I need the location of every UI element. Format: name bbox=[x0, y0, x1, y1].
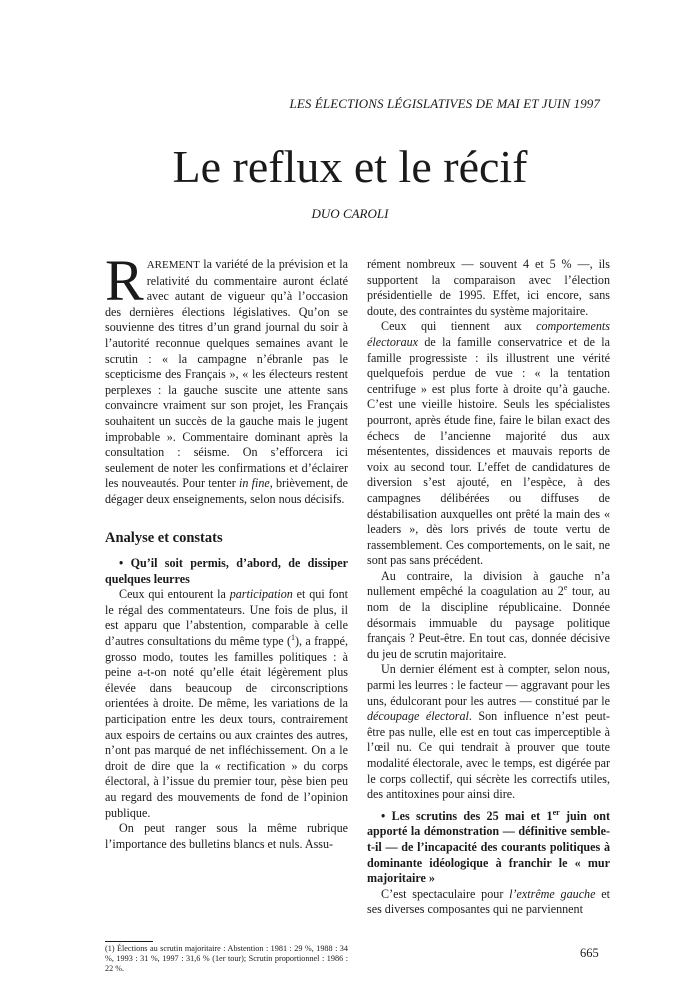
footnote: (1) Élections au scrutin majoritaire : Abstention : 1981 : 29 %, 1988 : 34 %, 1993 : 31 %, 1997 : 31,6 % (1er tour); Scrutin proportionnel : 1986 : 22 %. bbox=[105, 944, 348, 973]
text-span: Au contraire, la division à gauche n’a nullement empêché la coagulation au 2 bbox=[367, 568, 610, 599]
left-column bbox=[105, 248, 349, 852]
paragraph-division-gauche bbox=[367, 569, 610, 663]
superscript: e bbox=[563, 583, 568, 593]
italic-span: comportements électoraux bbox=[367, 319, 610, 349]
italic-span: participation bbox=[229, 587, 293, 602]
right-column bbox=[367, 257, 610, 918]
text-span: Ceux qui entourent la bbox=[119, 587, 230, 602]
section-heading: Analyse et constats bbox=[105, 529, 223, 546]
text-span: ), a frappé, grosso modo, toutes les familles politiques : à peine a-t-on noté qu’elle était légèrement plus élevée dans beaucoup de circonscriptions orientées à droite. De même, les variations de la participation entre les deux tours, contrairement aux espoirs de certains ou aux craintes des autres, n’ont pas marqué de net infléchissement. On a le droit de dire que la « rectification » du corps électoral, à l’issue du premier tour, pèse bien peu au regard des mouvements de fond de l’opinion publique. bbox=[105, 634, 348, 820]
intro-smallcaps: AREMENT bbox=[146, 259, 200, 271]
text-span: de la famille conservatrice et de la famille progressiste : ils illustrent une vérité quelquefois perdue de vue : « la tentation centrifuge » est plus forte à droite qu’à gauche. C’est une vieille histoire. Seuls les spécialistes pourront, après étude fine, faire le bilan exact des échecs de l’ancienne majorité dus aux mésententes, dissidences et mauvais reports de voix au second tour. L’effet de candidatures de diversion s’est ajouté, en l’espèce, à des campagnes délibérées ou diffuses de déstabilisation auxquelles ont prêté la main des « leaders », dès lors privés de toute vertu de rassemblement. Ces comportements, on le sait, ne sont pas sans précédent. bbox=[367, 334, 610, 568]
article-title: Le reflux et le récif bbox=[172, 141, 528, 192]
text-span: . Son influence n’est peut-être pas nulle, elle est en tout cas imperceptible à l’œil nu. Ce qui tendrait à prouver que toute modalité électorale, avec le temps, est digérée par le corps collectif, qui sécrète les correctifs utiles, des antitoxines pour ainsi dire. bbox=[367, 709, 610, 802]
running-head: LES ÉLECTIONS LÉGISLATIVES DE MAI ET JUIN 1997 bbox=[289, 96, 600, 111]
intro-end: , brièvement, de dégager deux enseignements, selon nous décisifs. bbox=[105, 476, 348, 506]
paragraph-bulletins: On peut ranger sous la même rubrique l’importance des bulletins blancs et nuls. Assu- bbox=[105, 821, 348, 851]
superscript: er bbox=[552, 807, 560, 817]
text-span: • Les scrutins des 25 mai et 1 bbox=[381, 808, 553, 823]
text-span: et qui font le régal des commentateurs. Une fois de plus, il est apparu que l’abstention, comparable à celle d’autres consultations du même type ( bbox=[105, 587, 349, 649]
paragraph-decoupage bbox=[367, 662, 610, 802]
italic-span: l’extrême gauche bbox=[509, 886, 596, 901]
intro-text: la variété de la prévision et la relativité du commentaire auront éclaté avec autant de vigueur qu’à l’occasion des dernières élections législatives. Qu’on se souvienne des titres d’un grand journal du soir à l’autorité reconnue quelques semaines avant le scrutin : « la campagne n’ébranle pas le scepticisme des Français », « les électeurs restent perplexes : la gauche suscite une attente sans convaincre vraiment sur son projet, les Français souhaitent un succès de la gauche mais le jugent improbable ». Commentaire dominant après la consultation : séisme. On s’efforcera ici seulement de noter les confirmations et d’éclairer les nouveautés. Pour tenter bbox=[105, 257, 348, 491]
drop-cap: R bbox=[105, 248, 144, 313]
text-span: juin ont apporté la démonstration — définitive semble-t-il — de l’incapacité des courants politiques à dominante idéologique à franchir le « mur majoritaire » bbox=[367, 808, 611, 886]
text-span: Ceux qui tiennent aux bbox=[381, 319, 537, 334]
article-author: DUO CAROLI bbox=[311, 206, 389, 221]
paragraph-comportements bbox=[367, 319, 610, 569]
text-span: C’est spectaculaire pour bbox=[381, 886, 510, 901]
page-number: 665 bbox=[580, 946, 599, 960]
paragraph-participation bbox=[105, 587, 348, 821]
paragraph-continuation: rément nombreux — souvent 4 et 5 % —, ils supportent la comparaison avec l’élection présidentielle de 1995. Effet, ici encore, sans doute, des contraintes du système majoritaire. bbox=[367, 257, 610, 318]
intro-italic: in fine bbox=[239, 476, 270, 491]
bullet-heading-leurres: • Qu’il soit permis, d’abord, de dissiper quelques leurres bbox=[105, 556, 348, 586]
paragraph-extreme-gauche bbox=[367, 887, 610, 918]
footnote-rule bbox=[105, 941, 153, 942]
text-span: et ses diverses composantes qui ne parviennent bbox=[367, 886, 610, 917]
intro-paragraph bbox=[105, 248, 348, 508]
text-span: tour, au nom de la discipline républicaine. Donnée désormais immuable du paysage politique français ? Peut-être. En tout cas, donnée décisive du jeu de scrutin majoritaire. bbox=[367, 584, 610, 661]
bullet-heading-scrutins bbox=[367, 809, 610, 887]
italic-span: découpage électoral bbox=[367, 709, 469, 724]
text-span: Un dernier élément est à compter, selon nous, parmi les leurres : le facteur — aggravant pour les uns, édulcorant pour les autres — constitué par le bbox=[367, 662, 610, 708]
footnote-ref: 1 bbox=[290, 633, 295, 643]
